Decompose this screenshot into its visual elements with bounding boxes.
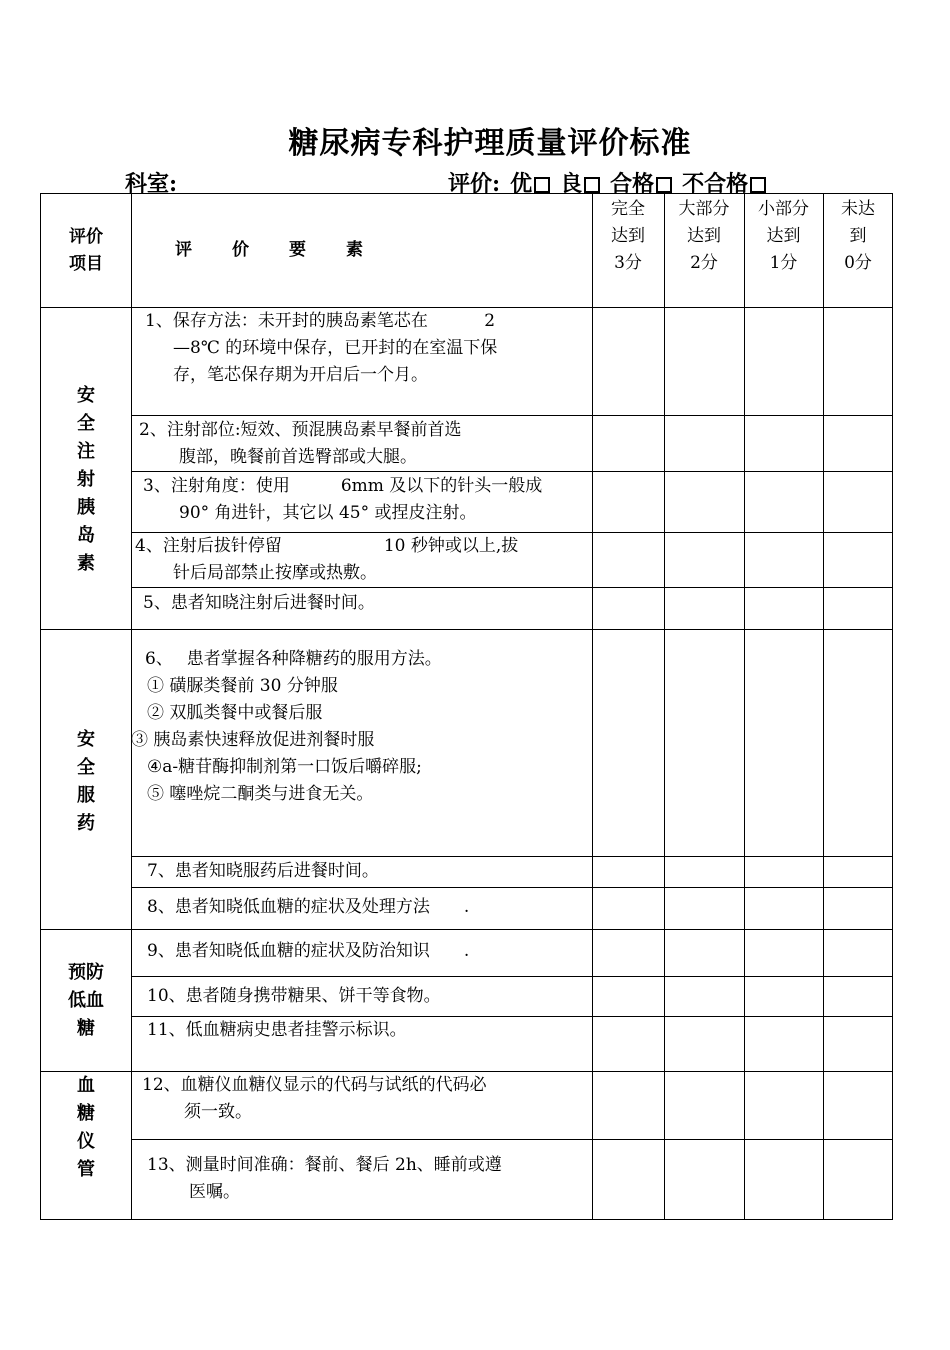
requirement-line: ② 双胍类餐中或餐后服 [147, 703, 323, 723]
requirement-line: 6、 患者掌握各种降糖药的服用方法。 [145, 649, 442, 669]
header-full-line: 完全 [611, 199, 645, 219]
requirement-line: 腹部，晚餐前首选臀部或大腿。 [179, 447, 417, 467]
category-char: 安 [77, 385, 95, 406]
category-char: 射 [77, 469, 95, 490]
category-char: 糖 [77, 1018, 95, 1039]
requirement-line: 10、患者随身携带糖果、饼干等食物。 [147, 986, 441, 1006]
requirement-line: —8℃ 的环境中保存，已开封的在室温下保 [173, 338, 498, 358]
header-full-line: 达到 [611, 226, 645, 246]
category-char: 全 [77, 413, 95, 434]
row-divider [41, 629, 892, 630]
requirement-item [143, 590, 589, 617]
requirement-line: 1、保存方法：未开封的胰岛素笔芯在 2 [145, 311, 496, 331]
requirement-line: 13、测量时间准确：餐前、餐后 2h、睡前或遵 [147, 1155, 502, 1175]
category-char: 低血 [68, 990, 104, 1011]
requirement-item [147, 894, 589, 921]
requirement-line: 9、患者知晓低血糖的症状及防治知识 . [147, 941, 470, 961]
requirement-line: ① 磺脲类餐前 30 分钟服 [147, 676, 338, 696]
requirement-line: 针后局部禁止按摩或热敷。 [173, 563, 377, 583]
category-char: 药 [77, 813, 95, 834]
category-medication [41, 726, 131, 838]
row-divider [131, 587, 892, 588]
requirement-item [142, 1072, 590, 1126]
checkbox-icon[interactable] [750, 177, 766, 193]
category-injection [41, 382, 131, 578]
requirement-item [147, 1152, 589, 1206]
department-label: 科室: [125, 171, 178, 197]
header-none-line: 到 [849, 226, 867, 246]
requirement-line: 存，笔芯保存期为开启后一个月。 [173, 365, 428, 385]
requirement-line: 11、低血糖病史患者挂警示标识。 [147, 1020, 407, 1040]
checkbox-icon[interactable] [534, 177, 550, 193]
requirement-line: ④a-糖苷酶抑制剂第一口饭后嚼碎服; [147, 757, 422, 777]
requirement-line: 90° 角进针，其它以 45° 或捏皮注射。 [179, 503, 477, 523]
page-title: 糖尿病专科护理质量评价标准 [288, 126, 692, 161]
requirement-line: 5、患者知晓注射后进餐时间。 [143, 593, 375, 613]
category-char: 服 [77, 785, 95, 806]
option-excellent-label: 优 [510, 171, 533, 197]
category-hypoglycemia [41, 959, 131, 1043]
category-char: 血 [77, 1075, 95, 1096]
requirement-item [147, 983, 589, 1010]
header-none [823, 196, 893, 277]
category-char: 仪 [77, 1131, 95, 1152]
header-most [664, 196, 744, 277]
requirement-line: 3、注射角度：使用 6mm 及以下的针头一般成 [143, 476, 543, 496]
checkbox-icon[interactable] [656, 177, 672, 193]
header-item-line: 项目 [69, 254, 103, 274]
requirement-item [147, 1017, 589, 1044]
requirement-line: 2、注射部位:短效、预混胰岛素早餐前首选 [139, 420, 462, 440]
category-char: 素 [77, 553, 95, 574]
evaluation-label: 评价: [448, 171, 501, 197]
requirement-item [135, 533, 589, 587]
row-divider [131, 415, 892, 416]
header-most-line: 2分 [690, 253, 718, 273]
category-char: 预防 [68, 962, 104, 983]
column-divider [592, 194, 593, 1219]
requirement-item [131, 646, 589, 808]
column-divider [664, 194, 665, 1219]
category-glucometer [41, 1072, 131, 1184]
row-divider [131, 976, 892, 977]
requirement-item [143, 473, 589, 527]
checkbox-icon[interactable] [584, 177, 600, 193]
requirement-item [147, 858, 589, 885]
header-partial-line: 达到 [766, 226, 801, 246]
header-full-line: 3分 [614, 253, 642, 273]
column-divider [131, 194, 132, 1219]
header-most-line: 大部分 [678, 199, 730, 219]
requirement-line: 12、血糖仪血糖仪显示的代码与试纸的代码必 [142, 1075, 487, 1095]
requirement-line: 7、患者知晓服药后进餐时间。 [147, 861, 379, 881]
column-divider [744, 194, 745, 1219]
header-partial [744, 196, 823, 277]
category-char: 岛 [77, 525, 95, 546]
row-divider [131, 471, 892, 472]
requirement-line: ③ 胰岛素快速释放促进剂餐时服 [131, 730, 375, 750]
category-char: 糖 [77, 1103, 95, 1124]
requirement-item [147, 938, 589, 965]
header-full [592, 196, 664, 277]
requirement-line: 4、注射后拔针停留 10 秒钟或以上,拔 [135, 536, 519, 556]
row-divider [131, 1139, 892, 1140]
row-divider [131, 856, 892, 857]
evaluation-table [40, 193, 893, 1220]
requirement-line: ⑤ 噻唑烷二酮类与进食无关。 [147, 784, 374, 804]
category-char: 胰 [77, 497, 95, 518]
category-char: 管 [77, 1159, 95, 1180]
requirement-item [145, 308, 590, 389]
requirement-line: 8、患者知晓低血糖的症状及处理方法 . [147, 897, 470, 917]
header-partial-line: 1分 [769, 253, 798, 273]
option-good-label: 良 [560, 171, 583, 197]
header-none-line: 未达 [841, 199, 875, 219]
requirement-item [139, 417, 589, 471]
row-divider [131, 887, 892, 888]
requirement-line: 医嘱。 [189, 1182, 240, 1202]
category-char: 注 [77, 441, 95, 462]
header-none-line: 0分 [844, 253, 872, 273]
header-most-line: 达到 [687, 226, 721, 246]
header-item-line: 评价 [69, 227, 103, 247]
header-requirements: 评 价 要 素 [175, 240, 365, 260]
row-divider [41, 929, 892, 930]
category-char: 全 [77, 757, 95, 778]
header-partial-line: 小部分 [758, 199, 809, 219]
option-qualified-label: 合格 [610, 171, 655, 197]
option-unqualified-label: 不合格 [682, 171, 749, 197]
requirement-line: 须一致。 [184, 1102, 252, 1122]
header-item [41, 224, 131, 278]
category-char: 安 [77, 729, 95, 750]
column-divider [823, 194, 824, 1219]
